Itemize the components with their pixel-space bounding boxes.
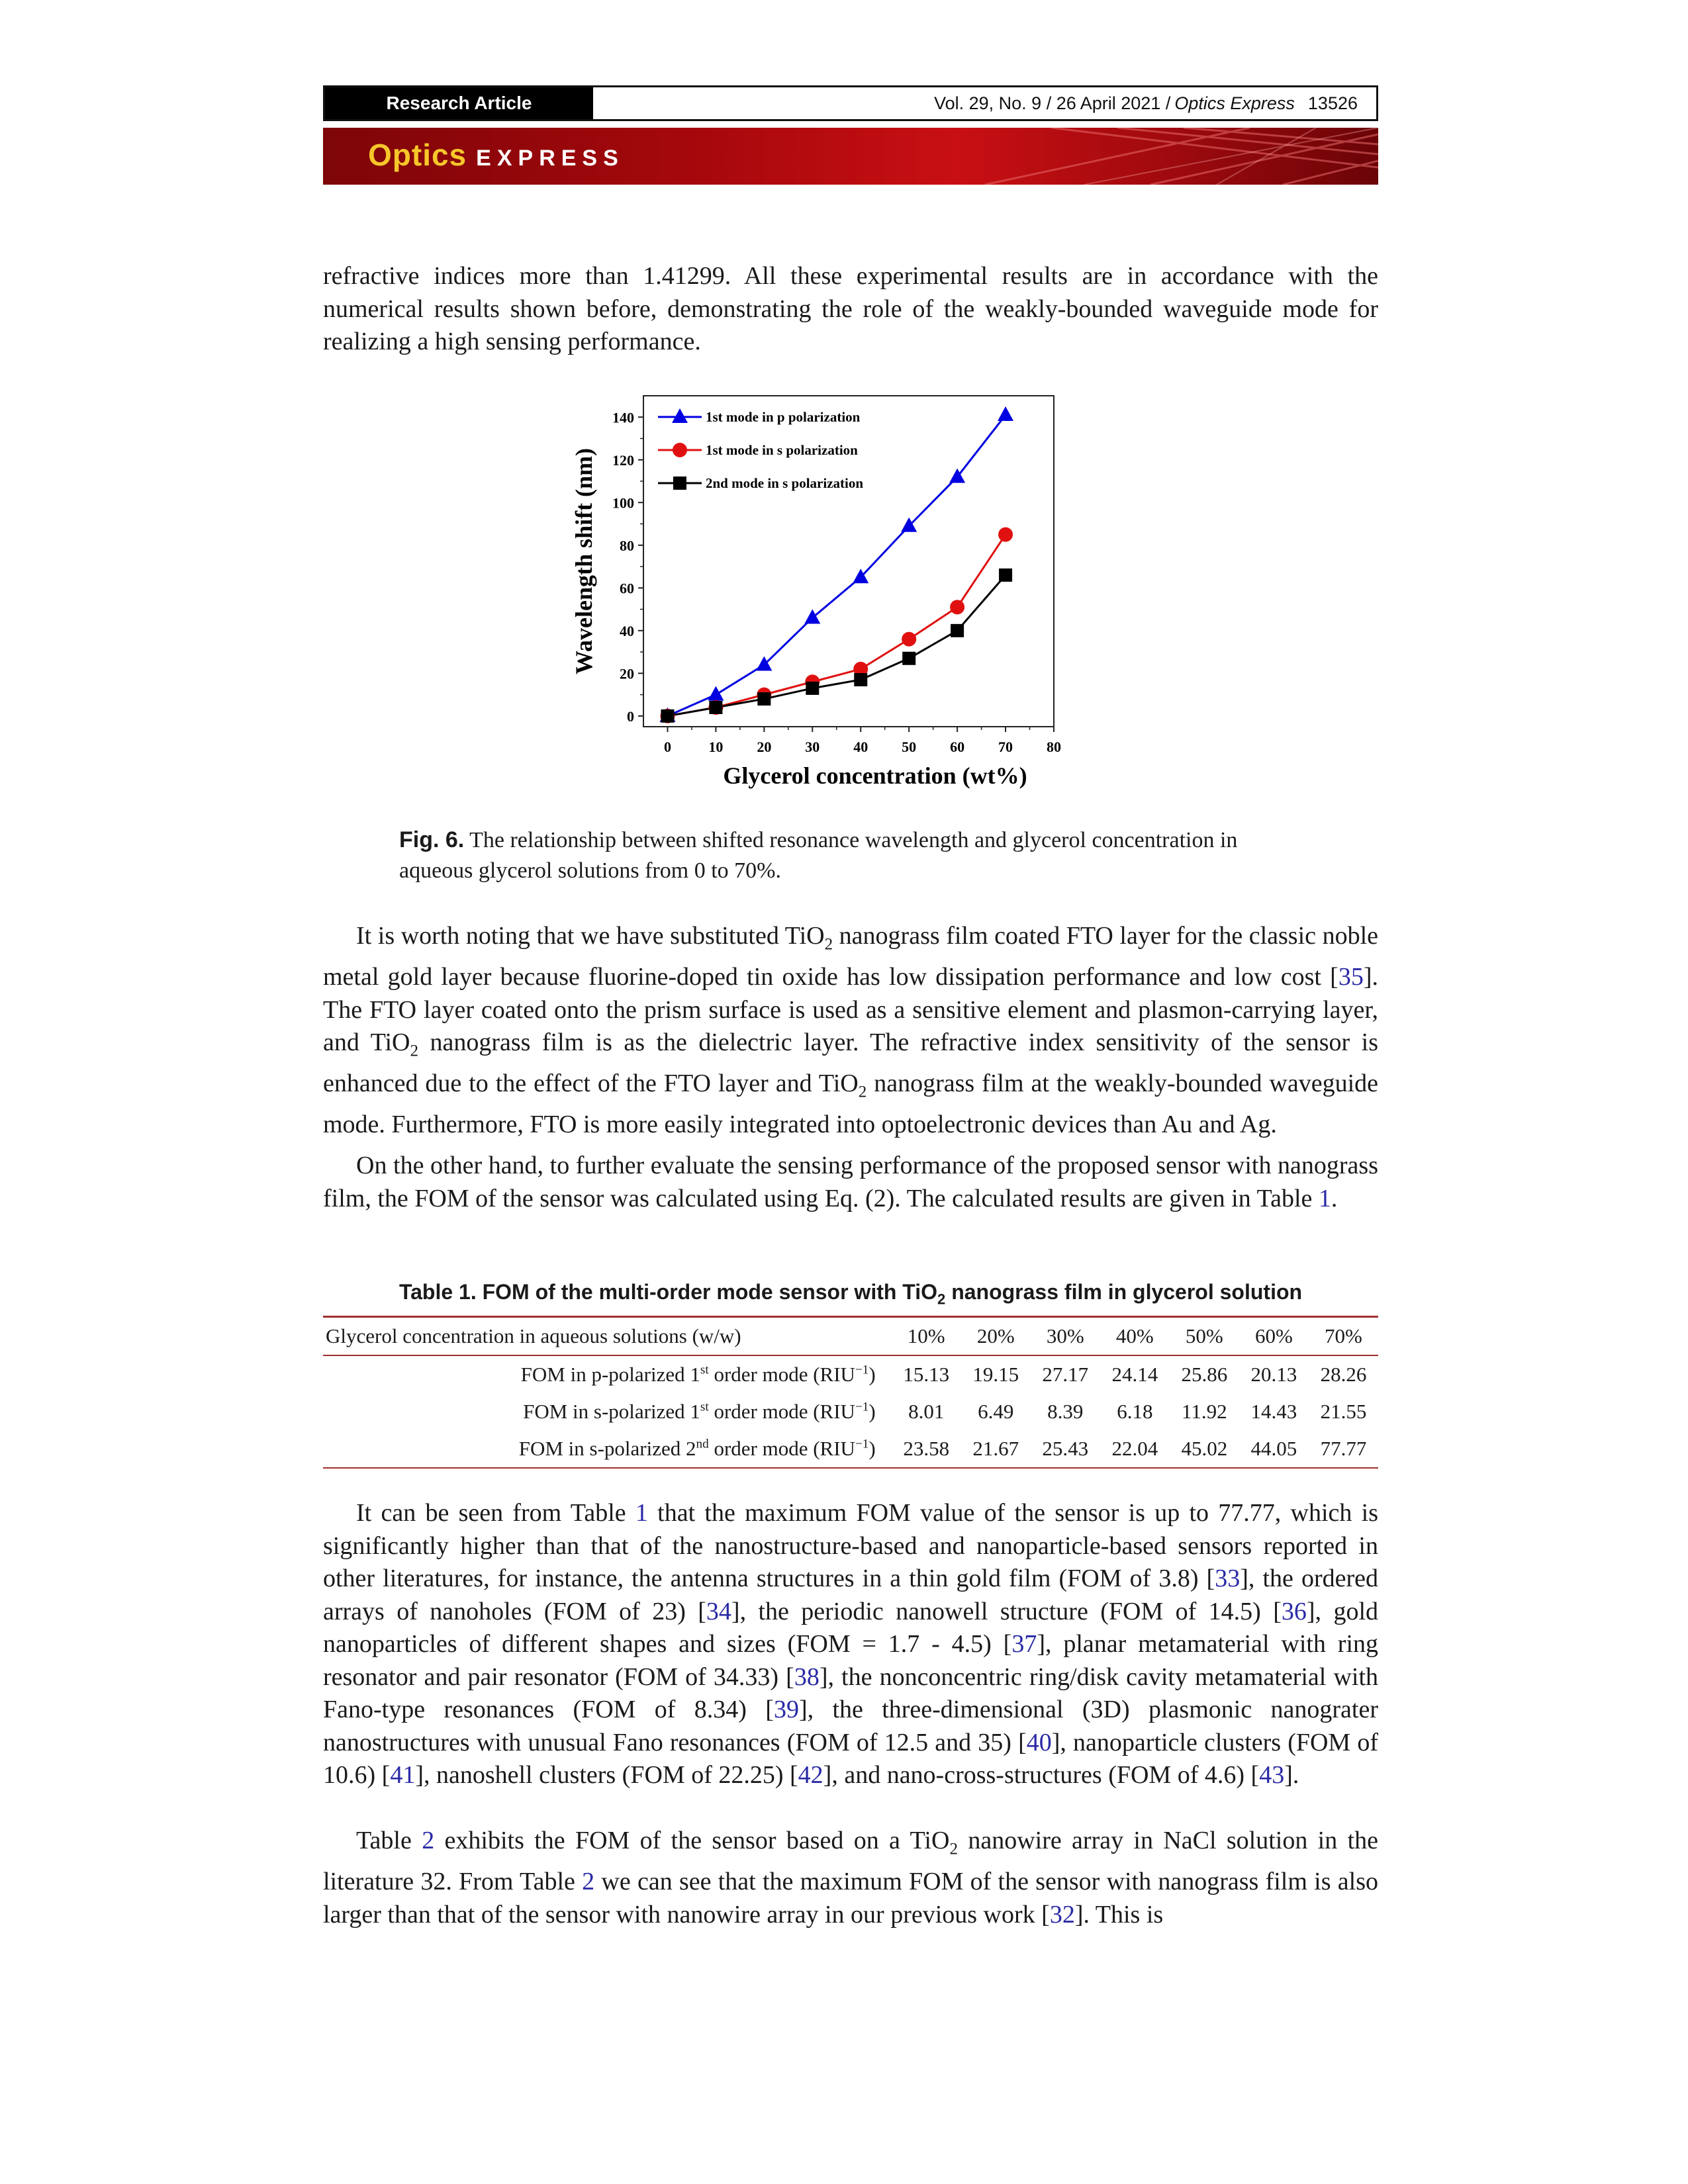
table-row [323, 1355, 1378, 1393]
journal-name: Optics Express [1174, 93, 1295, 113]
fom-table [323, 1316, 1378, 1469]
table-cell: 11.92 [1182, 1400, 1227, 1423]
table-link[interactable]: 2 [582, 1868, 595, 1896]
legend-entry: 1st mode in s polarization [706, 442, 858, 458]
table-cell: 8.01 [908, 1400, 945, 1423]
legend-marker [673, 443, 687, 457]
table-cell: 20.13 [1250, 1363, 1297, 1386]
logo-optics: Optics [368, 138, 467, 172]
y-tick-label: 0 [627, 707, 634, 725]
data-point-series-3 [854, 673, 867, 686]
table-cell: 22.04 [1111, 1437, 1158, 1460]
table-cell: 28.26 [1320, 1363, 1367, 1386]
figure-label: Fig. 6. [399, 827, 465, 852]
article-type-label: Research Article [325, 87, 593, 119]
legend-entry: 1st mode in p polarization [706, 409, 861, 425]
table-cell: 25.43 [1042, 1437, 1089, 1460]
x-tick-label: 40 [853, 739, 868, 755]
table-header-cell: 30% [1046, 1324, 1084, 1347]
figure-6 [571, 390, 1113, 801]
row-label: FOM in s-polarized 1st order mode $(RIU^{-1})$ [523, 1400, 876, 1423]
row-label: FOM in p-polarized 1st order mode $(RIU^{-1})$ [520, 1363, 876, 1386]
x-tick-label: 80 [1047, 739, 1061, 755]
table-header-cell: 20% [976, 1324, 1015, 1347]
data-point-series-3 [999, 569, 1012, 582]
table-cell: 21.67 [972, 1437, 1019, 1460]
y-tick-label: 80 [620, 537, 634, 554]
journal-banner [323, 128, 1378, 185]
page-number: 13526 [1307, 93, 1358, 113]
y-tick-label: 60 [620, 580, 634, 597]
citation-link[interactable]: 41 [390, 1761, 416, 1789]
citation-info [593, 87, 1376, 119]
table-header-cell: 50% [1185, 1324, 1223, 1347]
table-link[interactable]: 2 [422, 1827, 435, 1854]
data-point-series-3 [806, 682, 819, 695]
journal-logo [368, 137, 624, 173]
citation-link[interactable]: 33 [1215, 1565, 1241, 1592]
x-tick-label: 10 [708, 739, 724, 755]
table-cell: 21.55 [1320, 1400, 1367, 1423]
table-cell: 14.43 [1250, 1400, 1297, 1423]
table-cell: 23.58 [903, 1437, 950, 1460]
x-tick-label: 20 [757, 739, 772, 755]
table-link[interactable]: 1 [635, 1499, 648, 1527]
table-header-cell: 70% [1325, 1324, 1362, 1347]
y-tick-label: 120 [612, 451, 634, 469]
data-point-series-2 [998, 527, 1013, 542]
data-point-series-3 [709, 701, 722, 714]
citation-link[interactable]: 40 [1026, 1728, 1052, 1756]
table-header-cell: 40% [1115, 1324, 1154, 1347]
logo-express: EXPRESS [476, 146, 624, 171]
table-cell: 27.17 [1042, 1363, 1089, 1386]
table-cell: 15.13 [903, 1363, 950, 1386]
table-cell: 44.05 [1250, 1437, 1297, 1460]
table-header-row [323, 1317, 1378, 1356]
data-point-series-3 [951, 624, 964, 637]
table-cell: 8.39 [1047, 1400, 1084, 1423]
figure-caption [399, 825, 1299, 886]
y-axis-label: Wavelength shift (nm) [571, 448, 597, 674]
paragraph-5: Table 2 exhibits the FOM of the sensor based on a TiO$_2$ nanowire array in NaCl solution in the literature 32. From Table 2 we can see that the maximum FOM of the sensor with nanograss film is also larger than that of the sensor with nanowire array in our previous work [32]. This is [323, 1827, 1378, 1929]
table-title: Table 1. FOM of the multi-order mode sensor with TiO$_2$ nanograss film in glycerol solution [399, 1280, 1303, 1308]
table-row [323, 1393, 1378, 1430]
data-point-series-3 [902, 652, 915, 665]
table-row [323, 1430, 1378, 1468]
x-tick-label: 70 [998, 739, 1013, 755]
table-cell: 19.15 [972, 1363, 1019, 1386]
table-link[interactable]: 1 [1318, 1184, 1331, 1212]
table-cell: 45.02 [1181, 1437, 1228, 1460]
table-header-cell: 10% [907, 1324, 945, 1347]
row-label: FOM in s-polarized 2nd order mode $(RIU^{-1})$ [518, 1437, 876, 1460]
data-point-series-3 [661, 709, 674, 723]
table-cell: 24.14 [1111, 1363, 1158, 1386]
citation-link[interactable]: 43 [1259, 1761, 1285, 1789]
data-point-series-2 [950, 600, 964, 614]
citation-link[interactable]: 34 [706, 1597, 731, 1625]
table-cell: 6.49 [978, 1400, 1014, 1423]
table-header-cell: 60% [1254, 1324, 1293, 1347]
legend-entry: 2nd mode in s polarization [706, 475, 864, 491]
data-point-series-3 [757, 692, 771, 705]
figure-caption-text: The relationship between shifted resonance wavelength and glycerol concentration in aqueous glycerol solutions from 0 to 70%. [399, 828, 1238, 883]
legend-marker [673, 477, 686, 490]
table-cell: 6.18 [1117, 1400, 1153, 1423]
y-tick-label: 20 [620, 665, 634, 682]
citation-link[interactable]: 42 [798, 1761, 823, 1789]
paragraph-1: refractive indices more than 1.41299. All these experimental results are in accordance with the numerical results shown before, demonstrating the role of the weakly-bounded waveguide mode for realizing a high sensing performance. [323, 262, 1378, 355]
y-tick-label: 140 [612, 409, 634, 426]
citation-link[interactable]: 37 [1011, 1630, 1037, 1658]
line-chart [571, 390, 1113, 801]
paragraph-3: On the other hand, to further evaluate the sensing performance of the proposed sensor with nanograss film, the FOM of the sensor was calculated using Eq. (2). The calculated results are given in Table 1. [323, 1152, 1378, 1212]
journal-header [323, 85, 1378, 121]
y-tick-label: 100 [612, 494, 634, 512]
x-tick-label: 60 [950, 739, 965, 755]
table-cell: 25.86 [1181, 1363, 1228, 1386]
table-cell: 77.77 [1320, 1437, 1367, 1460]
citation-link[interactable]: 38 [794, 1662, 820, 1691]
paragraph-4: It can be seen from Table 1 that the maximum FOM value of the sensor is up to 77.77, which is significantly higher than that of the nanostructure-based and nanoparticle-based sensors reported in other literatures, for instance, the antenna structures in a thin gold film (FOM of 3.8) [33], the ordered arrays of nanoholes (FOM of 23) [34], the periodic nanowell structure (FOM of 14.5) [36], gold nanoparticles of different shapes and sizes (FOM = 1.7 - 4.5) [37], planar metamaterial with ring resonator and pair resonator (FOM of 34.33) [38], the nonconcentric ring/disk cavity metamaterial with Fano-type resonances (FOM of 8.34) [39], the three-dimensional (3D) plasmonic nanograter nanostructures with unusual Fano resonances (FOM of 12.5 and 35) [40], nanoparticle clusters (FOM of 10.6) [41], nanoshell clusters (FOM of 22.25) [42], and nano-cross-structures (FOM of 4.6) [43]. [323, 1499, 1379, 1789]
x-axis-label: Glycerol concentration (wt%) [723, 762, 1027, 789]
x-tick-label: 30 [805, 739, 820, 755]
table-header-label: Glycerol concentration in aqueous solutions (w/w) [326, 1324, 741, 1347]
paragraph-2: It is worth noting that we have substituted TiO$_2$ nanograss film coated FTO layer for the classic noble metal gold layer because fluorine-doped tin oxide has low dissipation performance and low cost [35]. The FTO layer coated onto the prism surface is used as a sensitive element and plasmon-carrying layer, and TiO$_2$ nanograss film is as the dielectric layer. The refractive index sensitivity of the sensor is enhanced due to the effect of the FTO layer and TiO$_2$ nanograss film at the weakly-bounded waveguide mode. Furthermore, FTO is more easily integrated into optoelectronic devices than Au and Ag. [323, 922, 1378, 1139]
citation-link[interactable]: 35 [1338, 963, 1364, 991]
x-tick-label: 50 [902, 739, 917, 755]
volume-info: Vol. 29, No. 9 / 26 April 2021 / [934, 93, 1171, 113]
y-tick-label: 40 [620, 622, 634, 639]
citation-link[interactable]: 32 [1049, 1900, 1075, 1929]
data-point-series-2 [902, 632, 916, 647]
x-tick-label: 0 [663, 739, 671, 755]
citation-link[interactable]: 36 [1281, 1597, 1307, 1625]
citation-link[interactable]: 39 [773, 1696, 799, 1723]
